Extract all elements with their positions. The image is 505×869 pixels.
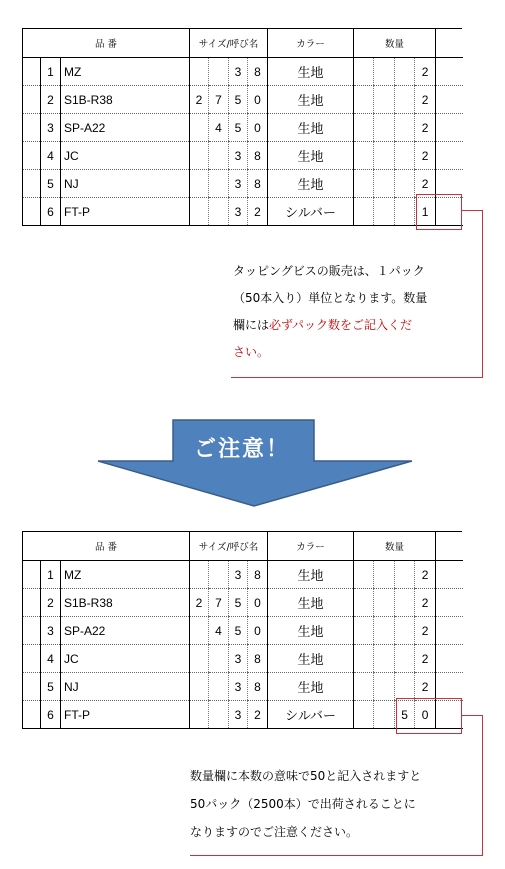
row-extra-cell xyxy=(436,86,463,114)
table-row xyxy=(23,142,463,170)
qty-highlight-box-1 xyxy=(416,194,462,230)
part-name: MZ xyxy=(61,561,190,589)
callout-line-2h-top xyxy=(461,715,483,716)
qty-digit-2 xyxy=(374,561,395,589)
row-number: 5 xyxy=(41,170,61,198)
size-digit-3: 3 xyxy=(229,142,248,170)
note-warning xyxy=(190,762,480,846)
size-digit-3: 3 xyxy=(229,701,248,729)
row-extra-cell xyxy=(436,58,463,86)
qty-digit-2 xyxy=(374,617,395,645)
caution-label: ご注意！ xyxy=(193,437,290,462)
note1-line1: タッピングビスの販売は、１パック xyxy=(233,264,425,278)
row-number: 2 xyxy=(41,589,61,617)
row-number: 6 xyxy=(41,198,61,226)
size-digit-3: 3 xyxy=(229,645,248,673)
part-name: NJ xyxy=(61,170,190,198)
table-left-border xyxy=(22,531,23,727)
table-top-border xyxy=(22,28,462,29)
size-digit-2: 4 xyxy=(209,114,229,142)
qty-digit-1 xyxy=(354,701,374,729)
part-name: SP-A22 xyxy=(61,114,190,142)
table-row xyxy=(23,617,463,645)
part-name: SP-A22 xyxy=(61,617,190,645)
size-digit-3: 3 xyxy=(229,170,248,198)
note1-line4: さい。 xyxy=(233,345,270,359)
size-digit-4: 0 xyxy=(248,86,268,114)
color-cell: 生地 xyxy=(268,673,354,701)
size-digit-1 xyxy=(190,142,209,170)
table-row xyxy=(23,198,463,226)
row-extra-cell xyxy=(436,617,463,645)
qty-digit-4: 2 xyxy=(415,673,436,701)
size-digit-1 xyxy=(190,617,209,645)
size-digit-3: 3 xyxy=(229,198,248,226)
header-color: カラー xyxy=(268,531,354,561)
size-digit-2 xyxy=(209,645,229,673)
row-blank-cell xyxy=(23,701,41,729)
header-qty: 数量 xyxy=(354,28,436,58)
size-digit-4: 0 xyxy=(248,617,268,645)
row-blank-cell xyxy=(23,673,41,701)
qty-digit-3 xyxy=(395,86,415,114)
table-row xyxy=(23,589,463,617)
qty-digit-1 xyxy=(354,617,374,645)
qty-digit-3 xyxy=(395,170,415,198)
size-digit-1 xyxy=(190,58,209,86)
color-cell: 生地 xyxy=(268,58,354,86)
size-digit-1: 2 xyxy=(190,86,209,114)
qty-digit-1 xyxy=(354,645,374,673)
table-left-border xyxy=(22,28,23,224)
header-qty: 数量 xyxy=(354,531,436,561)
size-digit-4: 0 xyxy=(248,114,268,142)
row-number: 1 xyxy=(41,58,61,86)
header-color: カラー xyxy=(268,28,354,58)
header-blank xyxy=(436,28,463,58)
row-blank-cell xyxy=(23,114,41,142)
color-cell: 生地 xyxy=(268,170,354,198)
table-row xyxy=(23,645,463,673)
note2-line3: なりますのでご注意ください。 xyxy=(190,825,359,839)
row-blank-cell xyxy=(23,86,41,114)
qty-digit-3 xyxy=(395,198,415,226)
size-digit-4: 8 xyxy=(248,58,268,86)
header-part: 品 番 xyxy=(23,28,190,58)
size-digit-1: 2 xyxy=(190,589,209,617)
color-cell: シルバー xyxy=(268,198,354,226)
header-size: サイズ/呼び名 xyxy=(190,531,268,561)
qty-digit-3 xyxy=(395,617,415,645)
header-size: サイズ/呼び名 xyxy=(190,28,268,58)
row-extra-cell xyxy=(436,114,463,142)
qty-digit-1 xyxy=(354,58,374,86)
part-name: FT-P xyxy=(61,701,190,729)
size-digit-2 xyxy=(209,673,229,701)
qty-digit-2 xyxy=(374,673,395,701)
row-blank-cell xyxy=(23,617,41,645)
row-number: 2 xyxy=(41,86,61,114)
size-digit-4: 0 xyxy=(248,589,268,617)
qty-digit-1 xyxy=(354,86,374,114)
size-digit-2 xyxy=(209,561,229,589)
color-cell: 生地 xyxy=(268,114,354,142)
row-number: 3 xyxy=(41,617,61,645)
size-digit-2 xyxy=(209,701,229,729)
qty-highlight-box-2 xyxy=(396,698,462,734)
qty-digit-2 xyxy=(374,701,395,729)
size-digit-2 xyxy=(209,58,229,86)
size-digit-1 xyxy=(190,170,209,198)
row-number: 4 xyxy=(41,142,61,170)
qty-digit-3 xyxy=(395,561,415,589)
qty-digit-1 xyxy=(354,114,374,142)
row-number: 3 xyxy=(41,114,61,142)
part-name: S1B-R38 xyxy=(61,86,190,114)
qty-digit-2 xyxy=(374,645,395,673)
size-digit-1 xyxy=(190,701,209,729)
qty-digit-4: 2 xyxy=(415,114,436,142)
table-row xyxy=(23,170,463,198)
size-digit-3: 3 xyxy=(229,58,248,86)
row-extra-cell xyxy=(436,561,463,589)
qty-digit-4: 2 xyxy=(415,645,436,673)
qty-digit-4: 2 xyxy=(415,58,436,86)
part-name: NJ xyxy=(61,673,190,701)
color-cell: 生地 xyxy=(268,561,354,589)
row-number: 6 xyxy=(41,701,61,729)
row-number: 1 xyxy=(41,561,61,589)
qty-digit-1 xyxy=(354,589,374,617)
row-blank-cell xyxy=(23,589,41,617)
qty-digit-4: 2 xyxy=(415,617,436,645)
note2-line1: 数量欄に本数の意味で50と記入されますと xyxy=(190,769,422,783)
size-digit-4: 8 xyxy=(248,673,268,701)
size-digit-4: 8 xyxy=(248,142,268,170)
qty-digit-3 xyxy=(395,114,415,142)
size-digit-3: 5 xyxy=(229,617,248,645)
size-digit-4: 8 xyxy=(248,645,268,673)
part-name: FT-P xyxy=(61,198,190,226)
row-blank-cell xyxy=(23,142,41,170)
size-digit-1 xyxy=(190,645,209,673)
size-digit-2 xyxy=(209,142,229,170)
qty-digit-2 xyxy=(374,170,395,198)
size-digit-3: 3 xyxy=(229,561,248,589)
row-blank-cell xyxy=(23,198,41,226)
size-digit-3: 3 xyxy=(229,673,248,701)
row-number: 5 xyxy=(41,673,61,701)
callout-line-1h-bottom xyxy=(231,377,483,378)
color-cell: 生地 xyxy=(268,645,354,673)
qty-digit-4: 2 xyxy=(415,142,436,170)
callout-line-2h-bottom xyxy=(190,855,483,856)
table-row xyxy=(23,673,463,701)
row-blank-cell xyxy=(23,561,41,589)
size-digit-2: 4 xyxy=(209,617,229,645)
part-name: MZ xyxy=(61,58,190,86)
size-digit-2 xyxy=(209,170,229,198)
size-digit-1 xyxy=(190,198,209,226)
row-blank-cell xyxy=(23,58,41,86)
table-row xyxy=(23,561,463,589)
size-digit-2 xyxy=(209,198,229,226)
part-name: S1B-R38 xyxy=(61,589,190,617)
note-pack-unit xyxy=(233,258,483,366)
order-table-1 xyxy=(22,28,462,226)
size-digit-4: 8 xyxy=(248,561,268,589)
size-digit-2: 7 xyxy=(209,589,229,617)
part-name: JC xyxy=(61,142,190,170)
size-digit-2: 7 xyxy=(209,86,229,114)
size-digit-3: 5 xyxy=(229,589,248,617)
part-name: JC xyxy=(61,645,190,673)
qty-digit-4: 0 xyxy=(415,701,436,729)
callout-line-1h-top xyxy=(461,210,483,211)
table-top-border xyxy=(22,531,462,532)
row-blank-cell xyxy=(23,170,41,198)
color-cell: 生地 xyxy=(268,589,354,617)
qty-digit-3 xyxy=(395,142,415,170)
qty-digit-3 xyxy=(395,673,415,701)
color-cell: 生地 xyxy=(268,86,354,114)
size-digit-3: 5 xyxy=(229,86,248,114)
qty-digit-3 xyxy=(395,589,415,617)
qty-digit-4: 2 xyxy=(415,170,436,198)
note2-line2: 50パック（2500本）で出荷されることに xyxy=(190,797,416,811)
qty-digit-1 xyxy=(354,198,374,226)
color-cell: 生地 xyxy=(268,617,354,645)
table-row xyxy=(23,86,463,114)
size-digit-1 xyxy=(190,114,209,142)
note1-line2: （50本入り）単位となります。数量 xyxy=(233,291,428,305)
row-extra-cell xyxy=(436,645,463,673)
table-header-row xyxy=(23,531,463,561)
qty-digit-4: 2 xyxy=(415,589,436,617)
qty-digit-2 xyxy=(374,86,395,114)
note1-line3: 欄には必ずパック数をご記入くだ xyxy=(233,318,413,332)
header-blank xyxy=(436,531,463,561)
size-digit-4: 8 xyxy=(248,170,268,198)
row-extra-cell xyxy=(436,589,463,617)
color-cell: 生地 xyxy=(268,142,354,170)
size-digit-4: 2 xyxy=(248,198,268,226)
qty-digit-2 xyxy=(374,198,395,226)
row-blank-cell xyxy=(23,645,41,673)
table-row xyxy=(23,114,463,142)
qty-digit-4: 2 xyxy=(415,86,436,114)
size-digit-3: 5 xyxy=(229,114,248,142)
callout-line-2v xyxy=(482,715,483,856)
qty-digit-1 xyxy=(354,170,374,198)
qty-digit-1 xyxy=(354,561,374,589)
qty-digit-3: 5 xyxy=(395,701,415,729)
size-digit-1 xyxy=(190,561,209,589)
header-part: 品 番 xyxy=(23,531,190,561)
qty-digit-3 xyxy=(395,58,415,86)
qty-digit-2 xyxy=(374,142,395,170)
qty-digit-1 xyxy=(354,142,374,170)
table-header-row xyxy=(23,28,463,58)
qty-digit-3 xyxy=(395,645,415,673)
qty-digit-4: 2 xyxy=(415,561,436,589)
row-extra-cell xyxy=(436,673,463,701)
row-extra-cell xyxy=(436,142,463,170)
row-number: 4 xyxy=(41,645,61,673)
size-digit-4: 2 xyxy=(248,701,268,729)
size-digit-1 xyxy=(190,673,209,701)
qty-digit-1 xyxy=(354,673,374,701)
qty-digit-2 xyxy=(374,58,395,86)
qty-digit-2 xyxy=(374,114,395,142)
color-cell: シルバー xyxy=(268,701,354,729)
qty-digit-4: 1 xyxy=(415,198,436,226)
table-row xyxy=(23,58,463,86)
qty-digit-2 xyxy=(374,589,395,617)
